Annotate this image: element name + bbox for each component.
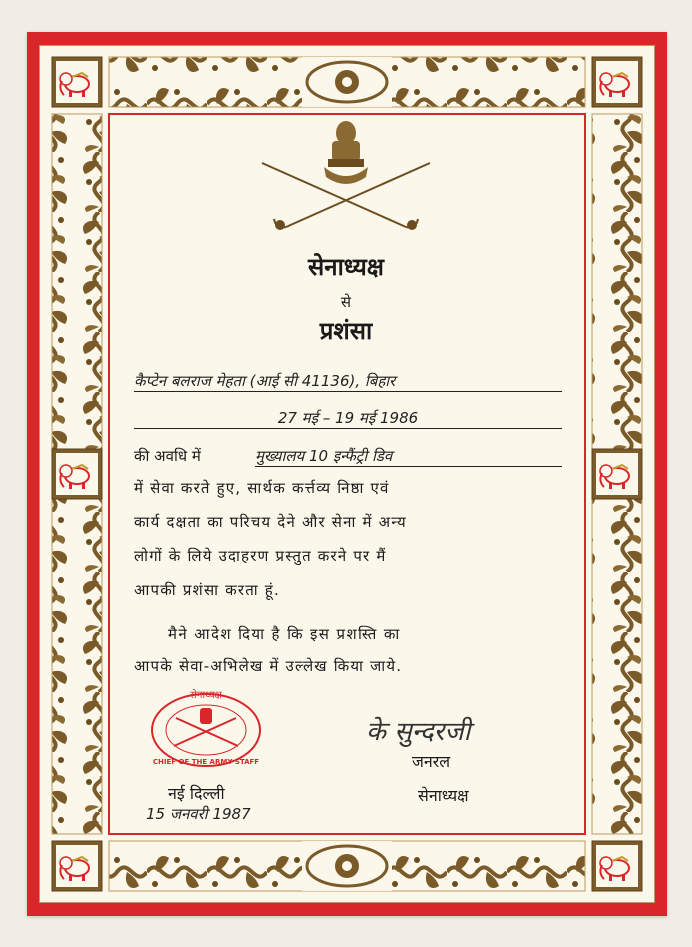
body-line-5: आपकी प्रशंसा करता हूं. [134, 581, 280, 599]
issue-place: नई दिल्ली [168, 784, 225, 803]
body-line-1-prefix: की अवधि में [134, 447, 201, 465]
certificate-subtitle: प्रशंसा [319, 317, 373, 345]
army-chief-seal [146, 686, 266, 770]
body-line-7: आपके सेवा-अभिलेख में उल्लेख किया जाये. [134, 657, 403, 675]
body-line-6: मैने आदेश दिया है कि इस प्रशस्ति का [168, 625, 401, 643]
service-period: 27 मई – 19 मई 1986 [134, 408, 562, 429]
body-line-3: कार्य दक्षता का परिचय देने और सेना में अन्य [134, 513, 407, 531]
seal-ring-text: CHIEF OF THE ARMY STAFF [152, 758, 260, 766]
body-line-2: में सेवा करते हुए, सार्थक कर्त्तव्य निष्ठा एवं [134, 479, 390, 497]
lion-capital-emblem [324, 121, 368, 184]
unit-name: मुख्यालय 10 इन्फैंट्री डिव [255, 446, 562, 467]
signatory-rank: जनरल [412, 752, 451, 771]
crossed-swords [262, 163, 430, 229]
recipient-name-line: कैप्टेन बलराज मेहता (आई सी 41136), बिहार [134, 371, 562, 392]
signatory-designation: सेनाध्यक्ष [418, 786, 469, 805]
handwritten-signature: के सुन्दरजी [366, 717, 471, 747]
issue-date: 15 जनवरी 1987 [146, 805, 251, 823]
national-emblem-with-crossed-swords [256, 115, 436, 240]
body-line-4: लोगों के लिये उदाहरण प्रस्तुत करने पर मैं [134, 547, 387, 565]
seal-top-text: सेनाध्यक्ष [190, 690, 222, 701]
certificate-title: सेनाध्यक्ष [308, 253, 384, 281]
from-word: से [340, 293, 352, 311]
